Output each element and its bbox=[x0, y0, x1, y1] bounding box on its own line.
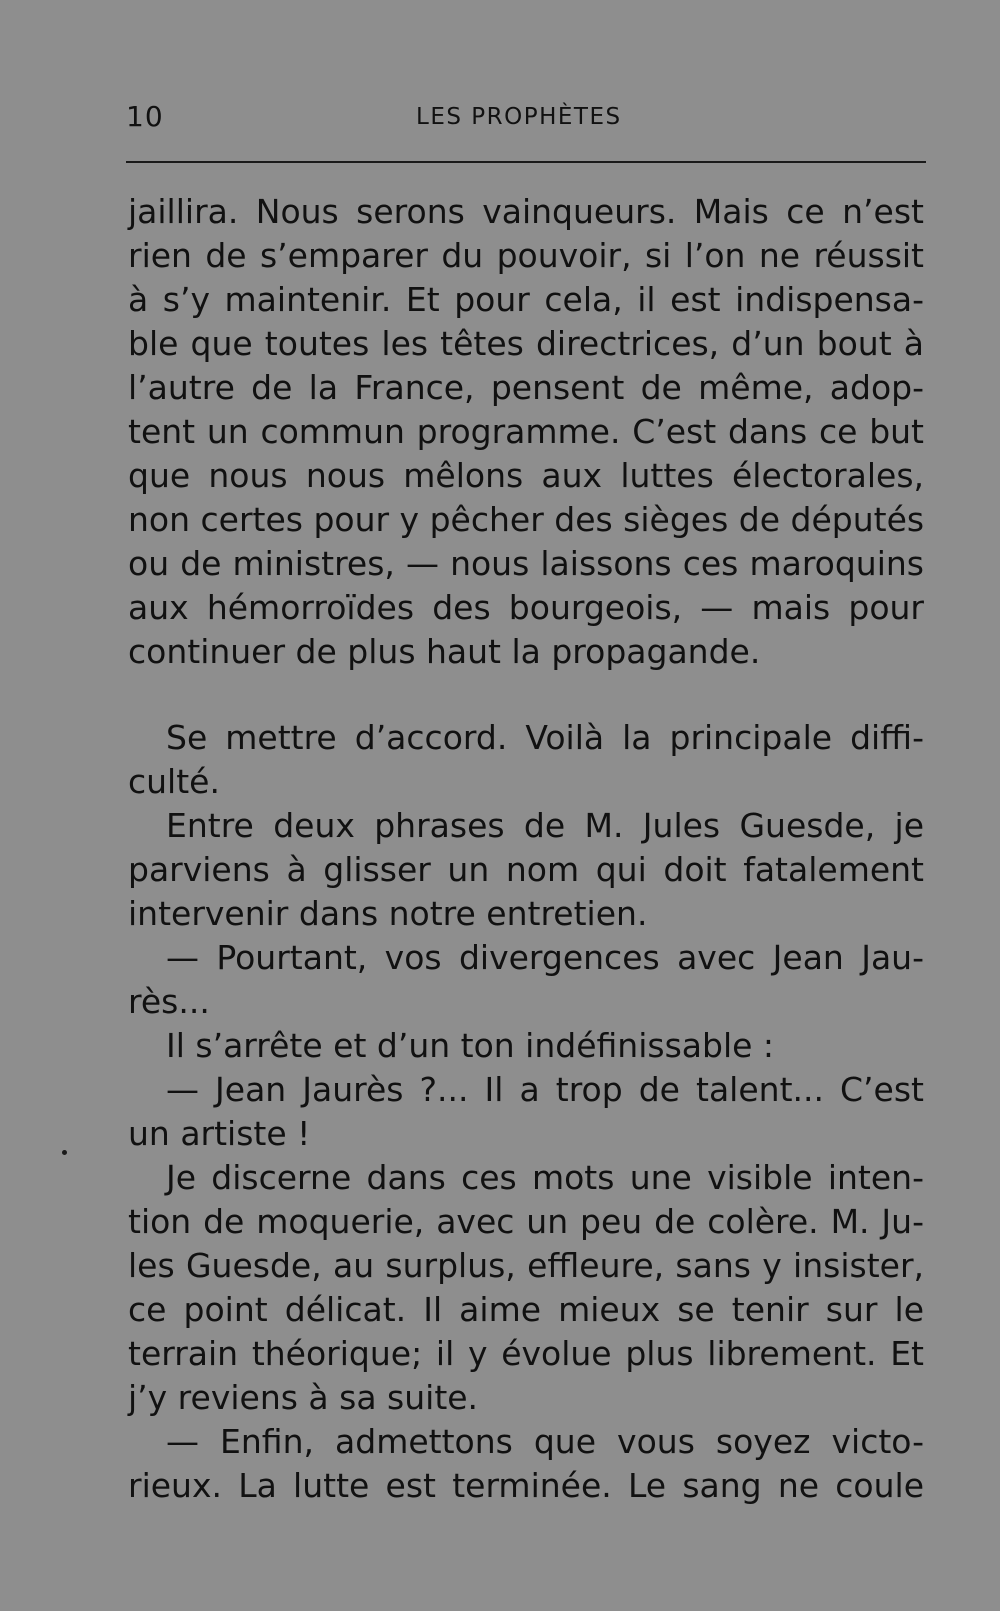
text-line: ble que toutes les têtes directrices, d’un bout à bbox=[128, 324, 924, 363]
text-line: j’y reviens à sa suite. bbox=[128, 1378, 479, 1417]
text-line: continuer de plus haut la propagande. bbox=[128, 632, 761, 671]
text-line: l’autre de la France, pensent de même, adop- bbox=[128, 368, 924, 407]
text-line: rieux. La lutte est terminée. Le sang ne coule bbox=[128, 1466, 924, 1505]
text-line: Se mettre d’accord. Voilà la principale diffi- bbox=[166, 718, 924, 757]
text-line: parviens à glisser un nom qui doit fatalement bbox=[128, 850, 924, 889]
page-header bbox=[126, 100, 926, 140]
running-head: LES PROPHÈTES bbox=[416, 104, 622, 130]
text-line: les Guesde, au surplus, effleure, sans y insister, bbox=[128, 1246, 924, 1285]
text-line: intervenir dans notre entretien. bbox=[128, 894, 648, 933]
text-line: à s’y maintenir. Et pour cela, il est indispensa- bbox=[128, 280, 924, 319]
text-line: tent un commun programme. C’est dans ce but bbox=[128, 412, 924, 451]
text-line: tion de moquerie, avec un peu de colère. M. Ju- bbox=[128, 1202, 924, 1241]
paragraph bbox=[128, 1420, 924, 1508]
text-line: rès... bbox=[128, 982, 210, 1021]
margin-dot-mark bbox=[62, 1150, 67, 1155]
text-line: Je discerne dans ces mots une visible inten- bbox=[166, 1158, 924, 1197]
paragraph bbox=[128, 1024, 924, 1068]
text-line: non certes pour y pêcher des sièges de députés bbox=[128, 500, 925, 539]
body-text bbox=[128, 190, 924, 1508]
text-line: terrain théorique; il y évolue plus librement. Et bbox=[128, 1334, 924, 1373]
paragraph bbox=[128, 1068, 924, 1156]
paragraph bbox=[128, 716, 924, 804]
paragraph bbox=[128, 1156, 924, 1420]
text-line: aux hémorroïdes des bourgeois, — mais pour bbox=[128, 588, 924, 627]
text-line: un artiste ! bbox=[128, 1114, 311, 1153]
text-line: que nous nous mêlons aux luttes électorales, bbox=[128, 456, 924, 495]
text-line: — Pourtant, vos divergences avec Jean Jau- bbox=[166, 938, 924, 977]
text-line: ou de ministres, — nous laissons ces maroquins bbox=[128, 544, 924, 583]
text-line: — Enfin, admettons que vous soyez victo- bbox=[166, 1422, 924, 1461]
text-line: Entre deux phrases de M. Jules Guesde, je bbox=[166, 806, 924, 845]
text-line: — Jean Jaurès ?... Il a trop de talent... C’est bbox=[166, 1070, 924, 1109]
page-number: 10 bbox=[126, 100, 164, 133]
paragraph bbox=[128, 804, 924, 936]
text-line: ce point délicat. Il aime mieux se tenir sur le bbox=[128, 1290, 924, 1329]
text-line: culté. bbox=[128, 762, 220, 801]
paragraph bbox=[128, 936, 924, 1024]
section-gap bbox=[128, 674, 924, 716]
text-line: jaillira. Nous serons vainqueurs. Mais ce n’est bbox=[128, 192, 924, 231]
header-rule bbox=[126, 161, 926, 163]
text-line: Il s’arrête et d’un ton indéfinissable : bbox=[166, 1026, 775, 1065]
text-line: rien de s’emparer du pouvoir, si l’on ne réussit bbox=[128, 236, 924, 275]
paragraph bbox=[128, 190, 924, 674]
